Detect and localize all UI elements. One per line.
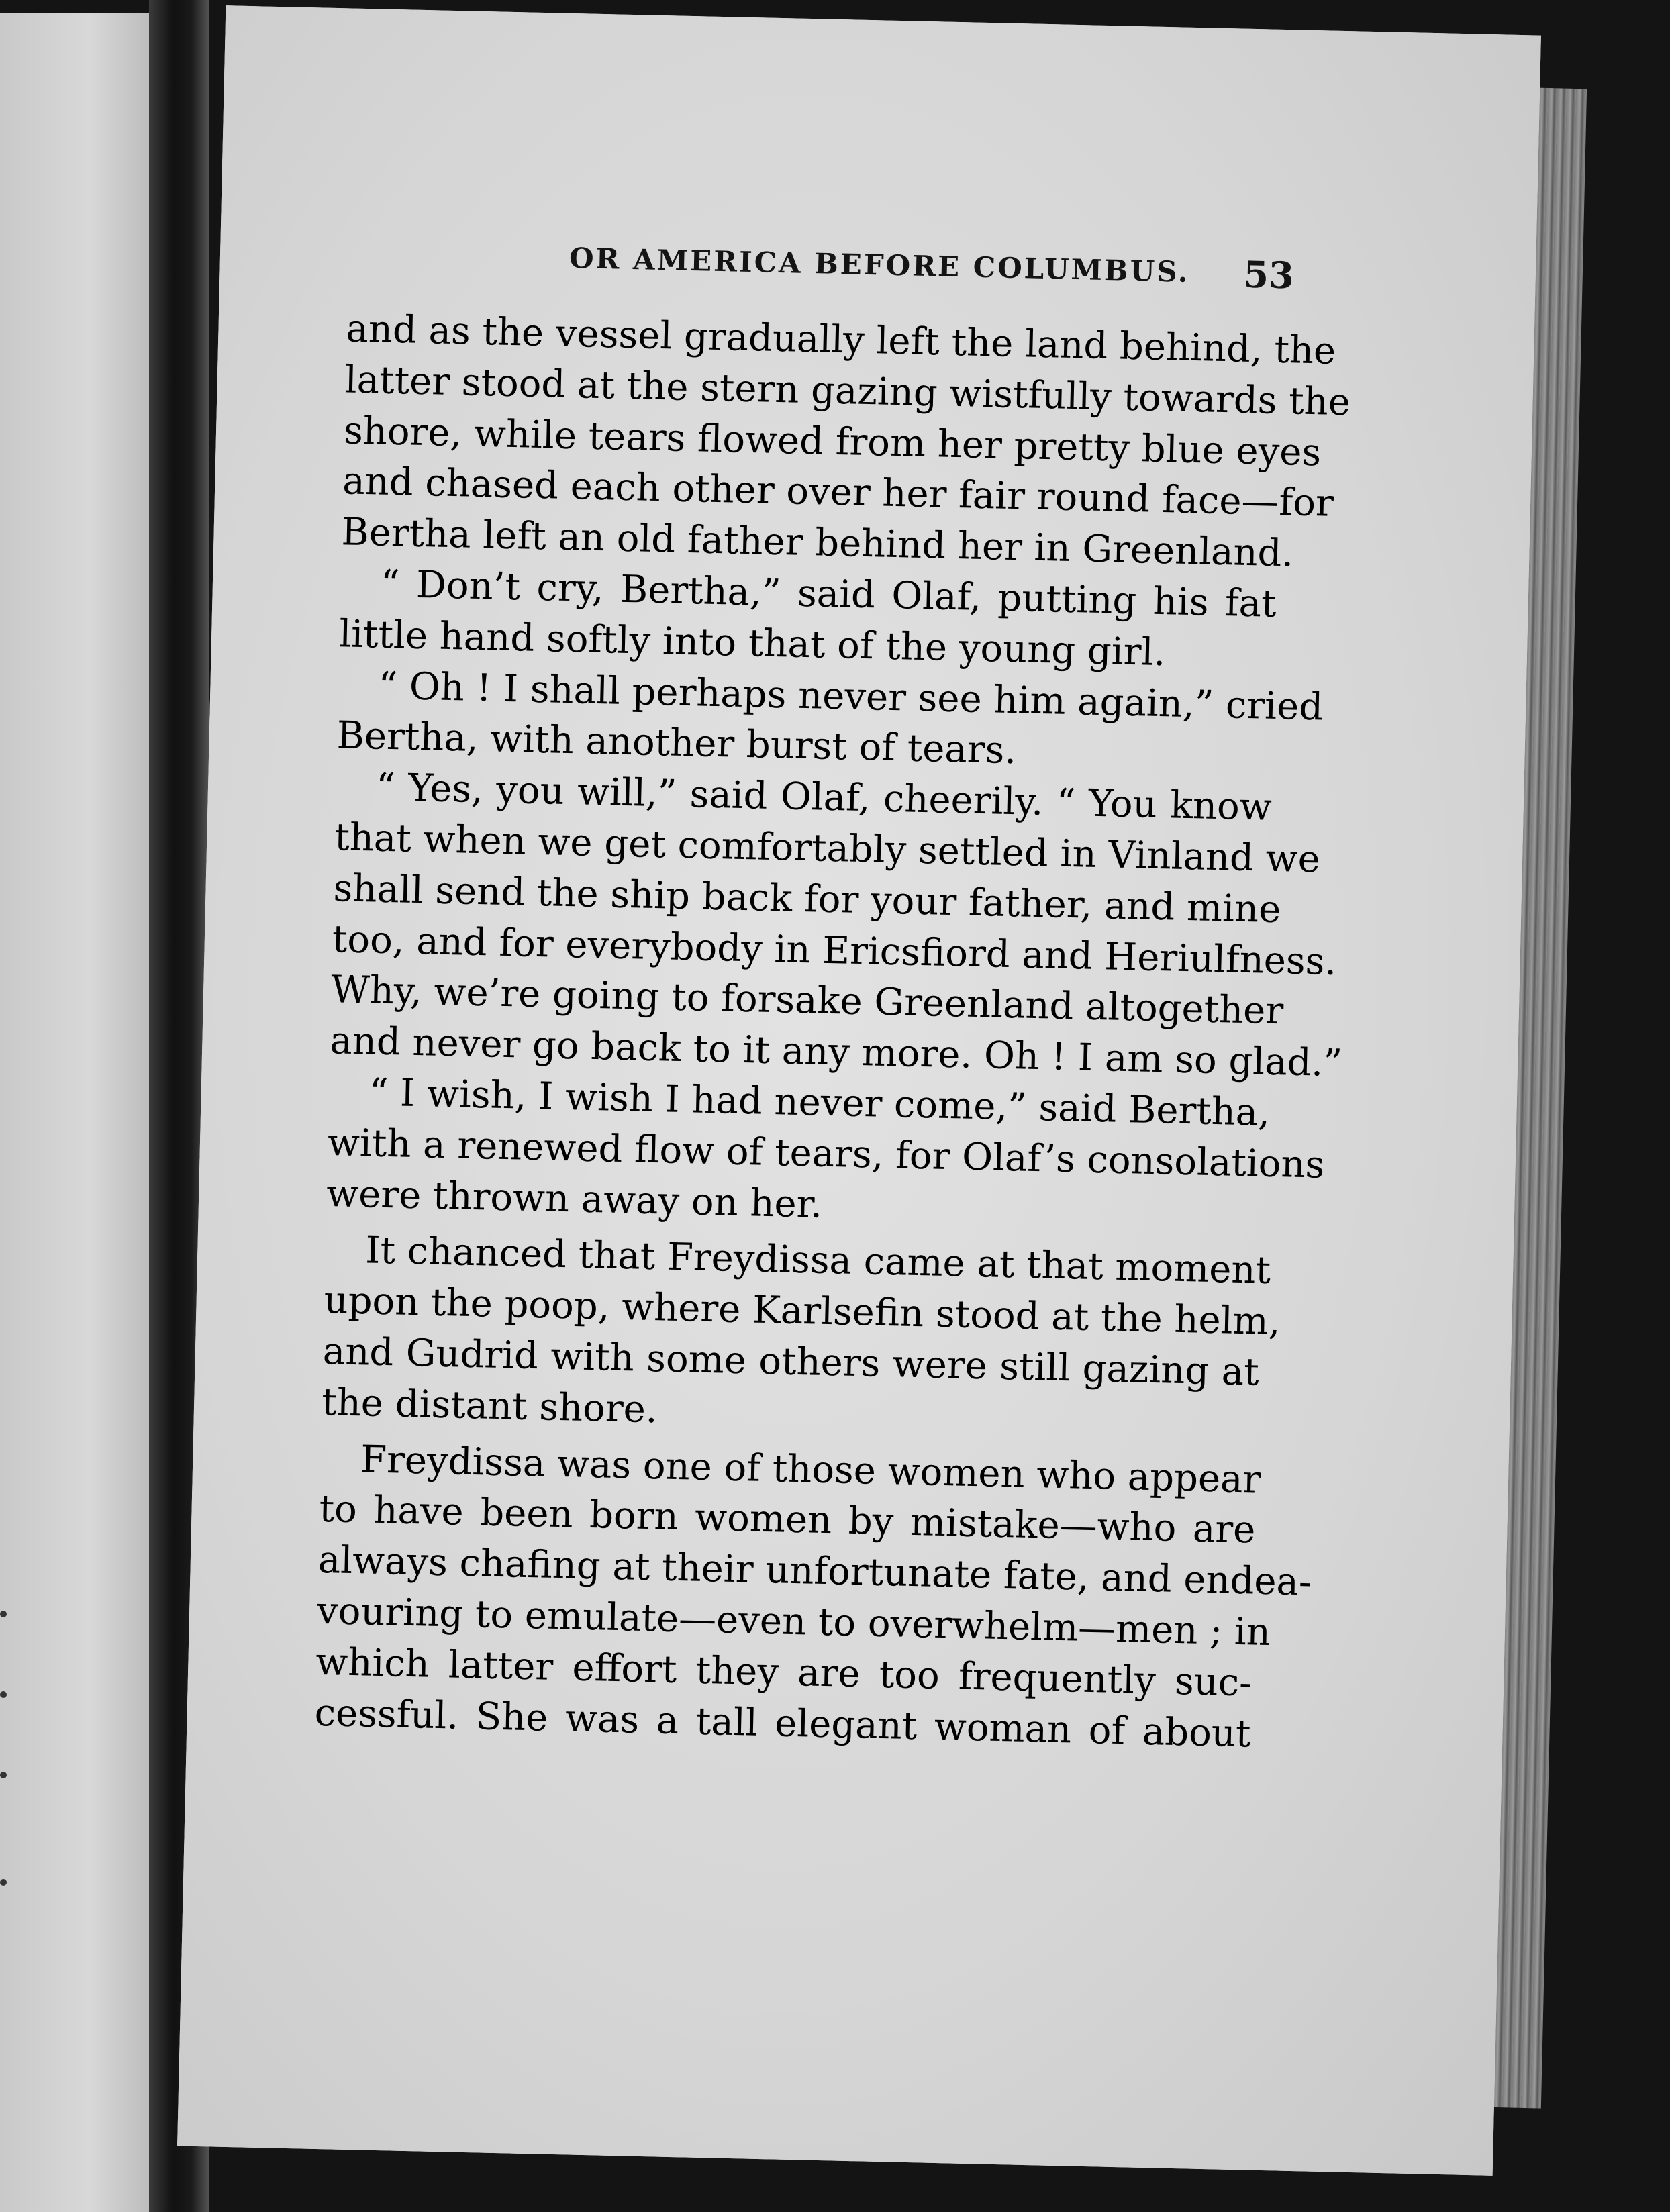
text-line: were thrown away on her. bbox=[326, 1171, 823, 1227]
previous-page-edge bbox=[0, 13, 149, 2212]
text-line: and as the vessel gradually left the land behind, the bbox=[345, 307, 1336, 373]
page-body-text bbox=[314, 303, 1351, 1759]
text-line: “ I wish, I wish I had never come,” said Bertha, bbox=[369, 1070, 1271, 1135]
text-line: shall send the ship back for your father, and mine bbox=[332, 866, 1281, 932]
text-line: Why, we’re going to forsake Greenland altogether bbox=[330, 968, 1284, 1034]
text-line: upon the poop, where Karlsefin stood at the helm, bbox=[323, 1278, 1281, 1344]
book-page bbox=[177, 5, 1541, 2176]
text-line: that when we get comfortably settled in Vinland we bbox=[334, 815, 1321, 882]
text-line: with a renewed flow of tears, for Olaf’s consolations bbox=[327, 1120, 1326, 1187]
text-line: and never go back to it any more. Oh ! I am so glad.” bbox=[329, 1019, 1343, 1086]
text-line: the distant shore. bbox=[321, 1380, 658, 1432]
text-line: “ Yes, you will,” said Olaf, cheerily. “ You know bbox=[375, 765, 1273, 830]
text-line: Freydissa was one of those women who appear bbox=[360, 1437, 1262, 1502]
text-line: Bertha left an old father behind her in Greenland. bbox=[340, 510, 1294, 576]
text-line: shore, while tears flowed from her pretty blue eyes bbox=[343, 408, 1322, 474]
page-number: 53 bbox=[1242, 252, 1295, 297]
text-line: “ Oh ! I shall perhaps never see him again,” cried bbox=[377, 664, 1324, 730]
text-line: It chanced that Freydissa came at that moment bbox=[364, 1228, 1271, 1293]
margin-marks bbox=[0, 1557, 13, 1893]
running-title: OR AMERICA BEFORE COLUMBUS. bbox=[569, 241, 1191, 289]
text-line: Bertha, with another burst of tears. bbox=[336, 713, 1017, 773]
text-line: and Gudrid with some others were still gazing at bbox=[322, 1329, 1260, 1395]
text-line: “ Don’t cry, Bertha,” said Olaf, putting his fat bbox=[380, 562, 1277, 626]
text-line: always chafing at their unfortunate fate, and endea- bbox=[317, 1538, 1312, 1605]
text-line: to have been born women by mistake—who are bbox=[318, 1487, 1257, 1552]
text-line: cessful. She was a tall elegant woman of about bbox=[314, 1691, 1252, 1756]
text-line: little hand softly into that of the young girl. bbox=[338, 612, 1166, 674]
text-line: too, and for everybody in Ericsfiord and Heriulfness. bbox=[332, 917, 1337, 984]
text-line: and chased each other over her fair round face—for bbox=[342, 459, 1334, 526]
running-head bbox=[569, 242, 1295, 311]
text-line: vouring to emulate—even to overwhelm—men ; in bbox=[316, 1589, 1271, 1655]
text-line: latter stood at the stern gazing wistfully towards the bbox=[344, 358, 1351, 425]
text-line: which latter effort they are too frequently suc- bbox=[315, 1640, 1252, 1705]
